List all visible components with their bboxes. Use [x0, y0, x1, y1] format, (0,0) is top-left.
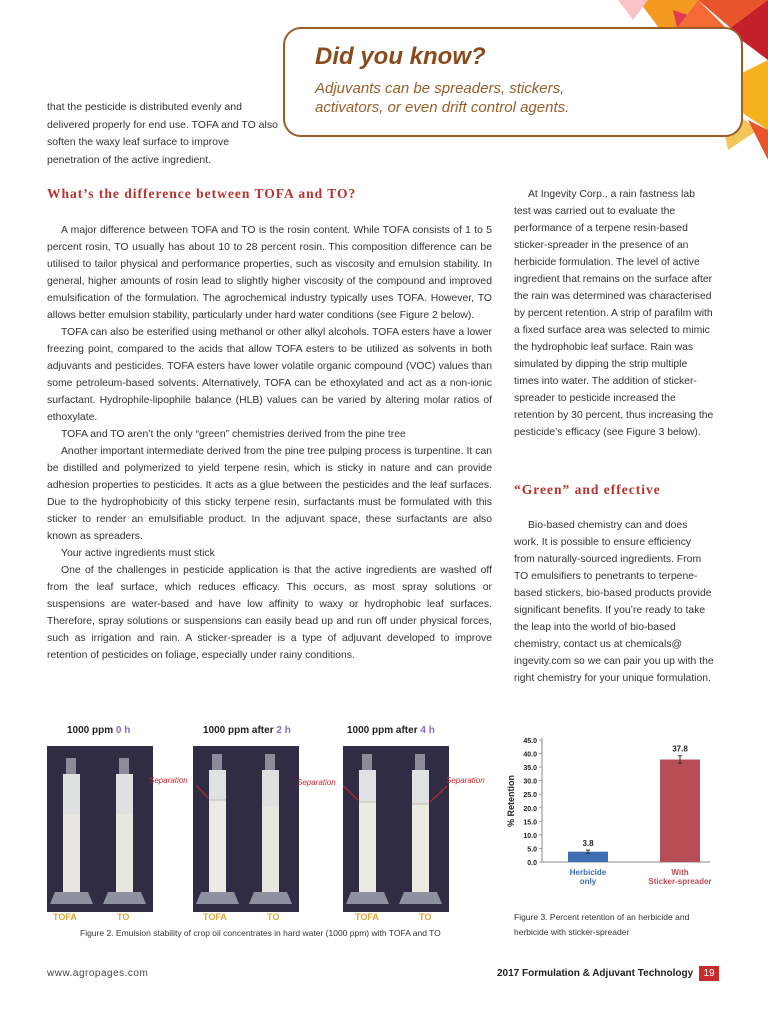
paragraph: TOFA can also be esterified using methanol or other alkyl alcohols. TOFA esters have a lower freezing point, compared to the acids that allow TOFA esters to be utilized as solvents in both adjuvants and pesticides. TOFA esters have lower volatile organic compound (VOC) values than some petroleum-based solvents. Alternatively, TOFA can be ethoxylated and act as a non-ionic surfactant. Hydrophile-lipophile balance (HLB) values can be varied by altering molar ratios of ethoxylate. — [47, 327, 492, 423]
data-label: 3.8 — [582, 839, 594, 849]
photo-panel-2h — [193, 746, 299, 912]
paragraph: One of the challenges in pesticide application is that the active ingredients are washed off from the leaf surface, which reduces efficacy. This occurs, as most spray solutions or suspensions are water-based and have low affinity to waxy or hydrophobic leaf surfaces. Therefore, spray solutions or suspensions can easily bead up and run off under physical forces, such as irrigation and rain. A sticker-spreader is a type of adjuvant developed to improve retention of pesticides on foliage, especially under rainy conditions. — [47, 565, 492, 661]
y-tick-label: 25.0 — [523, 792, 537, 800]
figure-2-emulsion-photos — [45, 716, 483, 926]
y-tick-label: 15.0 — [523, 819, 537, 827]
cylinders-illustration — [343, 746, 449, 912]
cylinder-to — [103, 758, 146, 904]
subheading: TOFA and TO aren’t the only “green” chemistries derived from the pine tree — [61, 429, 406, 440]
page-number: 19 — [699, 966, 719, 981]
y-tick-label: 10.0 — [523, 832, 537, 840]
cylinder-tofa — [346, 754, 389, 904]
label-tofa: TOFA — [355, 912, 379, 922]
paragraph: Another important intermediate derived from the pine tree pulping process is turpentine. It can be distilled and polymerized to yield terpene resin, which is sticky in nature and can provide adhesion properties to pesticides. It acts as a glue between the pesticides and the leaf surfaces. Due to the hydrophobicity of this sticky terpene resin, surfactants must be formulated with this sticker to render an emulsifiable product. In the adjuvant space, these surfactants are also known as spreaders. — [47, 446, 492, 542]
right-column-paragraph-1: At Ingevity Corp., a rain fastness lab test was carried out to evaluate the performance of a terpene resin-based sticker-spreader in the presence of an herbicide formulation. The level of active ingredient that remains on the surface after the rain was determined was characterised by percent retention. A strip of parafilm with a fixed surface area was selected to mimic the hydrophobic leaf surface. Rain was simulated by dipping the strip multiple times into water. The addition of sticker-spreader to pesticide increased the retention by 30 percent, thus increasing the pesticide’s efficacy (see Figure 3 below). — [514, 189, 714, 438]
section-heading-tofa-vs-to: What’s the difference between TOFA and TO? — [47, 186, 357, 201]
cylinder-tofa — [196, 754, 239, 904]
data-label: 37.8 — [672, 744, 688, 754]
x-tick-label: only — [579, 877, 597, 886]
cylinders-illustration — [47, 746, 153, 912]
figure-3-caption: Figure 3. Percent retention of an herbicide and herbicide with sticker-spreader — [514, 912, 690, 937]
y-tick-label: 20.0 — [523, 805, 537, 813]
label-to: TO — [419, 912, 432, 922]
label-to: TO — [267, 912, 280, 922]
right-column-paragraph-2: Bio-based chemistry can and does work. It is possible to ensure efficiency from naturally-sourced ingredients. From TO emulsifiers to penetrants to terpene-based stickers, bio-based products provide significant benefits. If you’re ready to take the leap into the world of bio-based chemistry, contact us at chemicals@ ingevity.com so we can pair you up with the right chemistry for your unique formulation. — [514, 520, 714, 684]
y-tick-label: 45.0 — [523, 738, 537, 745]
y-axis-label: % Retention — [506, 774, 516, 828]
panel-heading-4h: 1000 ppm after 4 h — [347, 725, 435, 736]
label-to: TO — [117, 912, 130, 922]
x-tick-label: Herbicide — [569, 868, 607, 877]
x-tick-label: With — [671, 868, 689, 877]
footer-publication: 2017 Formulation & Adjuvant Technology — [497, 968, 694, 979]
x-tick-label: Sticker-spreader — [648, 877, 712, 886]
cylinders-illustration — [193, 746, 299, 912]
left-column-body — [47, 222, 492, 664]
subheading: Your active ingredients must stick — [61, 548, 215, 559]
y-tick-label: 0.0 — [527, 860, 537, 867]
separation-label: Separation — [446, 776, 485, 785]
label-tofa: TOFA — [53, 912, 77, 922]
y-tick-label: 35.0 — [523, 765, 537, 773]
panel-heading-0h: 1000 ppm 0 h — [67, 725, 131, 736]
panel-heading-2h: 1000 ppm after 2 h — [203, 725, 291, 736]
separation-label: Separation — [297, 778, 336, 787]
figure-3-bar-chart — [500, 728, 730, 898]
callout-title: Did you know? — [315, 43, 486, 70]
separation-label: Separation — [149, 776, 188, 785]
paragraph: A major difference between TOFA and TO is the rosin content. While TOFA consists of 1 to 5 percent rosin, TO usually has about 10 to 28 percent rosin. This composition difference can be utilised to tailor physical and performance properties, such as viscosity and emulsion stability. In general, higher amounts of rosin lead to slightly higher viscosity of the compound and improved emulsification of the formulation. The agrochemical industry typically uses TOFA. However, TO allows better emulsion stability, particularly under hard water conditions (see Figure 2 below). — [47, 225, 492, 321]
section-heading-green-effective: “Green” and effective — [514, 482, 661, 497]
figure-2-caption: Figure 2. Emulsion stability of crop oil concentrates in hard water (1000 ppm) with TOFA and TO — [80, 928, 441, 938]
cylinder-tofa — [50, 758, 93, 904]
cylinder-to — [249, 754, 292, 904]
bar — [660, 760, 700, 862]
photo-panel-0h — [47, 746, 153, 912]
footer-url: www.agropages.com — [47, 968, 149, 979]
y-tick-label: 40.0 — [523, 751, 537, 759]
label-tofa: TOFA — [203, 912, 227, 922]
photo-panel-4h — [343, 746, 449, 912]
y-tick-label: 30.0 — [523, 778, 537, 786]
intro-paragraph: that the pesticide is distributed evenly and delivered properly for end use. TOFA and TO also soften the waxy leaf surface to improve penetration of the active ingredient. — [47, 101, 278, 166]
y-tick-label: 5.0 — [527, 846, 537, 854]
cylinder-to — [399, 754, 442, 904]
callout-text: Adjuvants can be spreaders, stickers, activators, or even drift control agents. — [315, 80, 570, 116]
did-you-know-callout — [283, 27, 743, 137]
